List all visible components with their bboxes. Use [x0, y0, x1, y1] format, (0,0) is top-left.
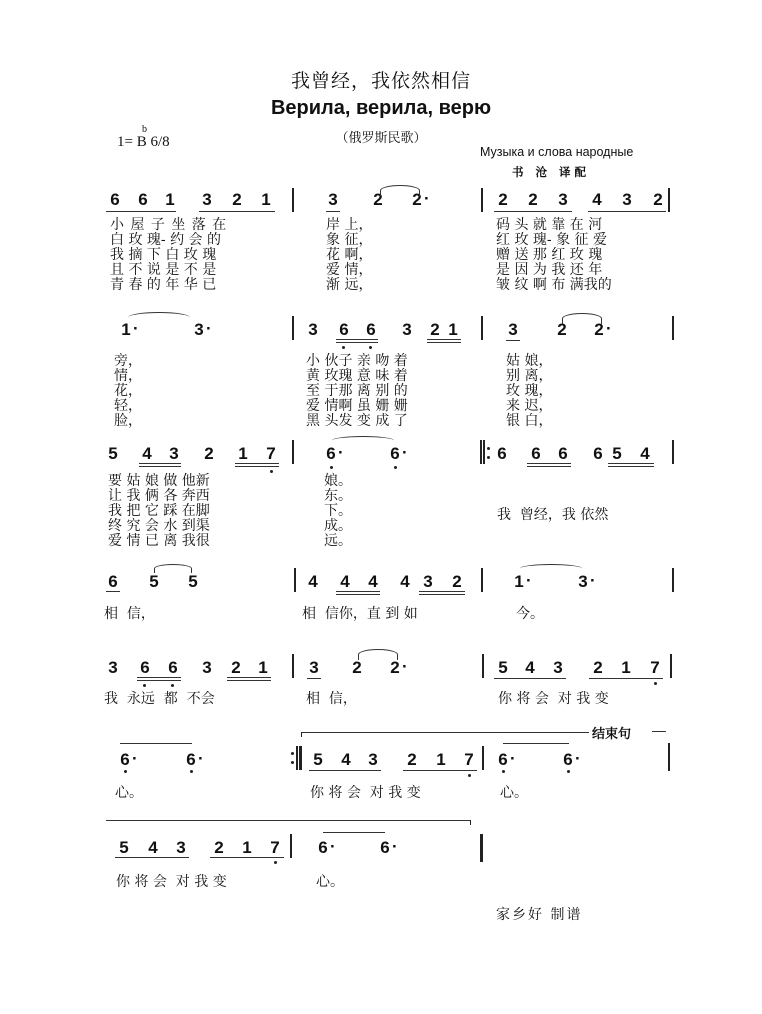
repeat-dot — [291, 752, 294, 755]
note: 1 · — [512, 572, 526, 592]
lyrics-line: 心。 — [115, 785, 143, 801]
lyrics-verse-2: 红 玫 瑰- 象 征 爱 — [496, 232, 607, 248]
low-octave-dot — [124, 770, 127, 773]
tie — [562, 313, 602, 324]
note: 2 — [407, 750, 417, 769]
flat-sign: b — [142, 124, 147, 135]
tie — [520, 564, 582, 573]
beam — [336, 342, 378, 343]
credit-russian: Музыка и слова народные — [480, 145, 634, 159]
low-octave-dot — [394, 466, 397, 469]
lyrics-verse-2: 情， — [114, 368, 142, 384]
barline — [481, 568, 483, 592]
note: 2 — [373, 190, 383, 209]
barline — [668, 188, 670, 212]
note: 3 — [202, 658, 212, 677]
final-barline — [480, 834, 483, 862]
low-octave-dot — [369, 346, 372, 349]
lyrics-verse-4: 轻， — [114, 398, 142, 414]
lyrics-verse-1: 岸 上， — [326, 217, 373, 233]
note: 7 — [464, 750, 474, 769]
note: 3 — [309, 658, 319, 677]
low-octave-dot — [342, 346, 345, 349]
note: 6 — [366, 320, 376, 339]
barline — [292, 316, 294, 340]
note: 2 — [231, 658, 241, 677]
note: 5 — [612, 444, 622, 463]
note: 6 · — [561, 750, 575, 770]
lyrics-line: 你 将 会 对 我 变 — [116, 874, 227, 890]
beam — [494, 678, 566, 679]
beam — [419, 594, 465, 595]
lyrics-verse-1: 码 头 就 靠 在 河 — [496, 217, 603, 233]
low-octave-dot — [143, 684, 146, 687]
note: 2 — [653, 190, 663, 209]
tie-bracket — [323, 832, 385, 833]
note: 6 — [497, 444, 507, 463]
lyrics-verse-2: 象 征， — [326, 232, 373, 248]
beam — [115, 857, 189, 858]
beam — [137, 677, 181, 678]
note: 6 · — [316, 838, 330, 858]
note: 3 — [202, 190, 212, 209]
barline — [294, 568, 296, 592]
ending-dash — [652, 731, 666, 732]
beam — [608, 463, 654, 464]
note: 3 — [622, 190, 632, 209]
low-octave-dot — [171, 684, 174, 687]
lyrics-verse-1: 小 屋 子 坐 落 在 — [110, 217, 228, 233]
note: 5 — [108, 444, 118, 463]
beam — [106, 591, 120, 592]
tie-bracket — [503, 743, 569, 744]
lyrics-verse-3: 玫 瑰， — [506, 383, 553, 399]
barline — [292, 654, 294, 678]
key-signature: 1= B 6/8 — [117, 134, 170, 150]
note: 6 · — [496, 750, 510, 770]
barline — [672, 568, 674, 592]
note: 1 — [436, 750, 446, 769]
note: 6 · — [388, 444, 402, 464]
note: 3 — [176, 838, 186, 857]
barline — [482, 746, 484, 770]
barline — [482, 654, 484, 678]
beam — [608, 466, 654, 467]
note: 1 — [242, 838, 252, 857]
lyrics-verse-5: 爱 情 已 离 我很 — [108, 533, 210, 549]
note: 6 — [531, 444, 541, 463]
beam — [139, 466, 181, 467]
note: 6 · — [118, 750, 132, 770]
beam — [419, 591, 465, 592]
note: 2 — [352, 658, 362, 677]
note: 3 — [108, 658, 118, 677]
lyrics-verse-1: 旁， — [114, 353, 142, 369]
arranger-credit: 家乡好 制谱 — [496, 907, 583, 923]
beam — [588, 211, 666, 212]
lyrics-verse-3: 花 啊， — [326, 247, 373, 263]
tie — [128, 312, 190, 323]
note: 2 — [593, 658, 603, 677]
note: 4 — [148, 838, 158, 857]
lyrics-verse-5: 渐 远， — [326, 277, 373, 293]
lyrics-verse-2: 白 玫 瑰- 约 会 的 — [110, 232, 221, 248]
tie — [380, 185, 420, 196]
song-title-chinese: 我曾经，我依然相信 — [290, 70, 471, 92]
ending-bracket-tick — [301, 732, 302, 737]
beam — [403, 770, 477, 771]
barline — [481, 188, 483, 212]
lyrics-verse-2: 东。 — [324, 488, 352, 504]
note: 6 — [339, 320, 349, 339]
low-octave-dot — [468, 774, 471, 777]
repeat-start-thick — [480, 440, 482, 464]
note: 4 — [340, 572, 350, 591]
barline — [292, 440, 294, 464]
note: 2 — [498, 190, 508, 209]
note: 1 — [238, 444, 248, 463]
note: 2 · — [388, 658, 402, 678]
note: 5 — [188, 572, 198, 591]
lyrics-line: 心。 — [500, 785, 528, 801]
note: 6 — [138, 190, 148, 209]
beam — [427, 339, 461, 340]
beam — [106, 211, 176, 212]
note: 1 — [621, 658, 631, 677]
barline — [292, 188, 294, 212]
tie — [154, 564, 192, 573]
lyrics-verse-5: 银 白， — [506, 413, 553, 429]
tie — [332, 436, 394, 445]
repeat-end-thick — [299, 746, 302, 770]
repeat-dot — [487, 447, 490, 450]
lyrics-verse-4: 且 不 说 是 不 是 — [110, 262, 217, 278]
low-octave-dot — [502, 770, 505, 773]
note: 3 — [402, 320, 412, 339]
note: 6 — [558, 444, 568, 463]
tie-bracket — [120, 743, 192, 744]
lyrics-line: 相 信， — [104, 606, 155, 622]
beam — [336, 594, 380, 595]
lyrics-verse-3: 至 于那 离 别 的 — [306, 383, 408, 399]
beam — [527, 463, 571, 464]
note: 3 · — [192, 320, 206, 340]
lyrics-line: 你 将 会 对 我 变 — [310, 785, 421, 801]
note: 1 — [258, 658, 268, 677]
note: 3 · — [576, 572, 590, 592]
lyrics-verse-4: 爱 情啊 虽 姗 姗 — [306, 398, 408, 414]
lyrics-verse-5: 黑 头发 变 成 了 — [306, 413, 408, 429]
lyrics-verse-2: 黄 玫瑰 意 味 着 — [306, 368, 408, 384]
note: 4 — [400, 572, 410, 591]
beam — [139, 463, 181, 464]
lyrics-verse-2: 别 离， — [506, 368, 553, 384]
beam — [506, 340, 520, 341]
barline — [670, 654, 672, 678]
credit-translator: 书 沧 译配 — [512, 165, 591, 179]
note: 2 — [557, 320, 567, 339]
lyrics-line: 心。 — [316, 874, 344, 890]
low-octave-dot — [330, 466, 333, 469]
barline — [290, 834, 292, 858]
repeat-start-thin — [483, 440, 485, 464]
note: 1 — [165, 190, 175, 209]
note: 4 — [592, 190, 602, 209]
note: 2 — [528, 190, 538, 209]
note: 6 — [168, 658, 178, 677]
note: 4 — [525, 658, 535, 677]
low-octave-dot — [654, 682, 657, 685]
lyrics-verse-5: 脸， — [114, 413, 142, 429]
lyrics-verse-1: 要 姑 娘 做 他新 — [108, 473, 210, 489]
beam — [235, 466, 279, 467]
beam — [227, 677, 271, 678]
note: 6 · — [184, 750, 198, 770]
lyrics-verse-4: 终 究 会 水 到渠 — [108, 518, 210, 534]
barline — [668, 743, 670, 771]
note: 3 — [308, 320, 318, 339]
note: 5 — [498, 658, 508, 677]
beam — [527, 466, 571, 467]
note: 6 · — [324, 444, 338, 464]
beam — [326, 211, 340, 212]
barline — [672, 440, 674, 464]
ending-bracket — [301, 732, 589, 733]
beam — [235, 463, 279, 464]
note: 1 — [261, 190, 271, 209]
note: 5 — [119, 838, 129, 857]
note: 3 — [423, 572, 433, 591]
note: 2 — [430, 320, 440, 339]
note: 6 · — [378, 838, 392, 858]
beam — [336, 339, 378, 340]
note: 5 — [149, 572, 159, 591]
beam — [309, 770, 381, 771]
note: 2 · — [592, 320, 606, 340]
note: 4 — [308, 572, 318, 591]
lyrics-verse-3: 下。 — [324, 503, 352, 519]
lyrics-verse-2: 让 我 俩 各 奔西 — [108, 488, 210, 504]
beam — [227, 680, 271, 681]
lyrics-verse-4: 是 因 为 我 还 年 — [496, 262, 603, 278]
beam — [307, 678, 321, 679]
note: 4 — [341, 750, 351, 769]
lyrics-verse-5: 青 春 的 年 华 已 — [110, 277, 217, 293]
note: 6 — [140, 658, 150, 677]
note: 3 — [328, 190, 338, 209]
low-octave-dot — [190, 770, 193, 773]
note: 3 — [553, 658, 563, 677]
note: 4 — [368, 572, 378, 591]
lyrics-line: 你 将 会 对 我 变 — [498, 691, 609, 707]
note: 6 — [593, 444, 603, 463]
note: 2 · — [410, 190, 424, 210]
lyrics-verse-3: 我 摘 下 白 玫 瑰 — [110, 247, 217, 263]
note: 5 — [313, 750, 323, 769]
note: 3 — [368, 750, 378, 769]
beam — [494, 211, 572, 212]
note: 2 — [452, 572, 462, 591]
note: 2 — [214, 838, 224, 857]
note: 2 — [232, 190, 242, 209]
note: 1 · — [119, 320, 133, 340]
lyrics-line: 我 永远 都 不会 — [104, 691, 215, 707]
note: 7 — [650, 658, 660, 677]
repeat-dot — [487, 456, 490, 459]
lyrics-verse-1: 小 伙子 亲 吻 着 — [306, 353, 408, 369]
tie — [358, 649, 398, 660]
note: 3 — [558, 190, 568, 209]
barline — [481, 316, 483, 340]
beam — [589, 678, 663, 679]
repeat-end-thin — [296, 746, 298, 770]
low-octave-dot — [270, 470, 273, 473]
ending-bracket-tick — [470, 820, 471, 825]
beam — [210, 857, 284, 858]
note: 1 — [448, 320, 458, 339]
lyrics-verse-5: 皱 纹 啊 布 满我的 — [496, 277, 612, 293]
song-subtitle: （俄罗斯民歌） — [335, 131, 427, 146]
lyrics-verse-4: 爱 情， — [326, 262, 373, 278]
repeat-dot — [291, 761, 294, 764]
note: 3 — [508, 320, 518, 339]
note: 4 — [640, 444, 650, 463]
lyrics-verse-4: 成。 — [324, 518, 352, 534]
song-title-russian: Верила, верила, верю — [270, 97, 492, 119]
lyrics-line: 相 信你，直 到 如 — [302, 606, 418, 622]
ending-bracket — [106, 820, 470, 821]
ending-label: 结束句 — [592, 727, 632, 742]
beam — [199, 211, 275, 212]
lyrics-verse-1: 姑 娘， — [506, 353, 553, 369]
note: 7 — [270, 838, 280, 857]
note: 3 — [169, 444, 179, 463]
note: 6 — [108, 572, 118, 591]
note: 2 — [204, 444, 214, 463]
note: 7 — [266, 444, 276, 463]
note: 4 — [142, 444, 152, 463]
lyrics-verse-1: 娘。 — [324, 473, 352, 489]
lyrics-verse-3: 赠 送 那 红 玫 瑰 — [496, 247, 603, 263]
lyrics-verse-4: 来 迟， — [506, 398, 553, 414]
lyrics-verse-5: 远。 — [324, 533, 352, 549]
beam — [336, 591, 380, 592]
beam — [427, 342, 461, 343]
lyrics-chorus: 我 曾经，我 依然 — [497, 507, 609, 523]
lyrics-line: 相 信， — [306, 691, 357, 707]
beam — [137, 680, 181, 681]
barline — [672, 316, 674, 340]
note: 6 — [110, 190, 120, 209]
low-octave-dot — [567, 770, 570, 773]
lyrics-verse-3: 花， — [114, 383, 142, 399]
lyrics-line: 今。 — [516, 606, 544, 622]
low-octave-dot — [274, 861, 277, 864]
lyrics-verse-3: 我 把 它 踩 在脚 — [108, 503, 210, 519]
